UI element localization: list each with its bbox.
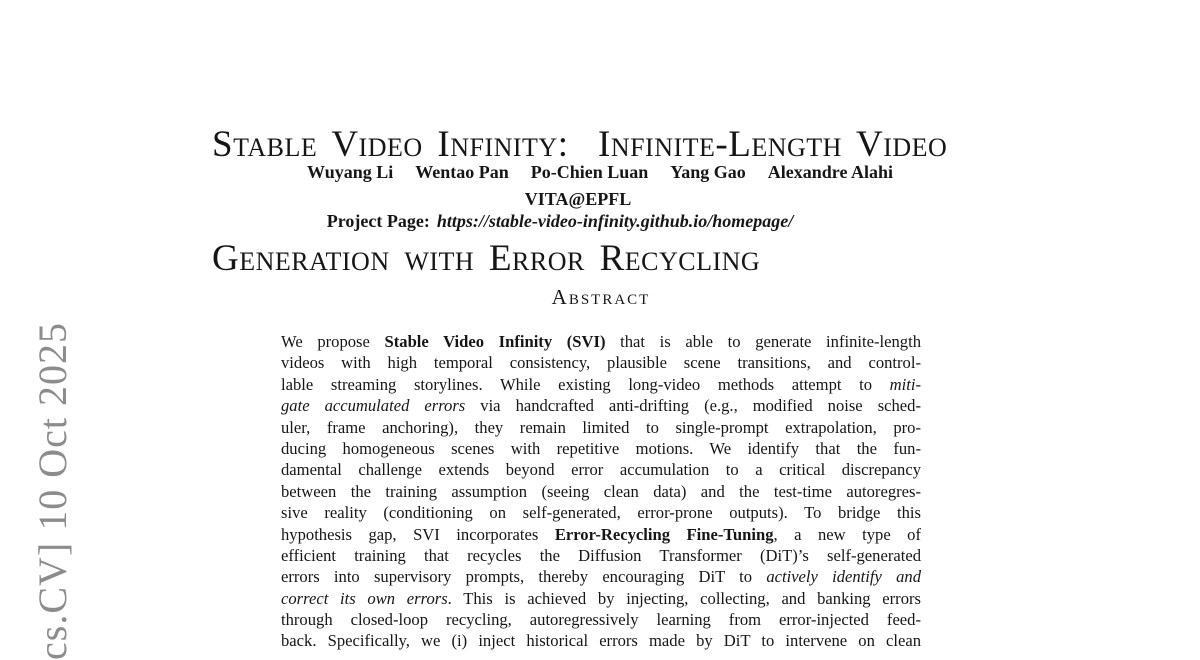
abstract-line: lable streaming storylines. While existing long-video methods attempt to miti-: [281, 374, 921, 394]
author-name: Wentao Pan: [415, 162, 509, 182]
abstract-line: ducing homogeneous scenes with repetitive motions. We identify that the fun-: [281, 438, 921, 458]
abstract-line: sive reality (conditioning on self-generated, error-prone outputs). To bridge this: [281, 503, 921, 523]
abstract-line: back. Specifically, we (i) inject historical errors made by DiT to intervene on clean: [281, 631, 921, 651]
author-name: Wuyang Li: [307, 162, 394, 182]
abstract-line: gate accumulated errors via handcrafted anti-drifting (e.g., modified noise sched-: [281, 396, 921, 416]
abstract-line: correct its own errors. This is achieved by injecting, collecting, and banking errors: [281, 588, 921, 608]
arxiv-watermark: cs.CV] 10 Oct 2025: [30, 322, 75, 660]
author-name: Alexandre Alahi: [767, 162, 893, 182]
abstract-heading: Abstract: [551, 285, 651, 309]
abstract-line: uler, frame anchoring), they remain limited to single-prompt extrapolation, pro-: [281, 417, 921, 437]
abstract-line: We propose Stable Video Infinity (SVI) that is able to generate infinite-length: [281, 332, 921, 351]
abstract-line: through closed-loop recycling, autoregressively learning from error-injected feed-: [281, 610, 921, 630]
affiliation: VITA@EPFL: [524, 189, 632, 209]
author-name: Yang Gao: [670, 162, 746, 182]
project-page-url-link[interactable]: https://stable-video-infinity.github.io/homepage/: [436, 211, 794, 231]
abstract-line: damental challenge extends beyond error accumulation to a critical discrepancy: [281, 460, 921, 480]
project-page-line: [172, 211, 948, 232]
abstract-line: errors into supervisory prompts, thereby encouraging DiT to actively identify and: [281, 567, 921, 587]
abstract-line: between the training assumption (seeing clean data) and the test-time autoregres-: [281, 481, 921, 501]
project-page-label: Project Page:: [326, 211, 430, 231]
abstract-line: hypothesis gap, SVI incorporates Error-Recycling Fine-Tuning, a new type of: [281, 524, 921, 544]
abstract-line: efficient training that recycles the Diffusion Transformer (DiT)’s self-generated: [281, 545, 921, 565]
authors-row: [212, 162, 988, 183]
author-name: Po-Chien Luan: [530, 162, 649, 182]
paper-title-line1: Stable Video Infinity: Infinite-Length Video: [212, 124, 948, 165]
abstract-line: videos with high temporal consistency, plausible scene transitions, and control-: [281, 353, 921, 373]
paper-title-line2: Generation with Error Recycling: [212, 238, 761, 279]
abstract-body: [281, 331, 921, 652]
